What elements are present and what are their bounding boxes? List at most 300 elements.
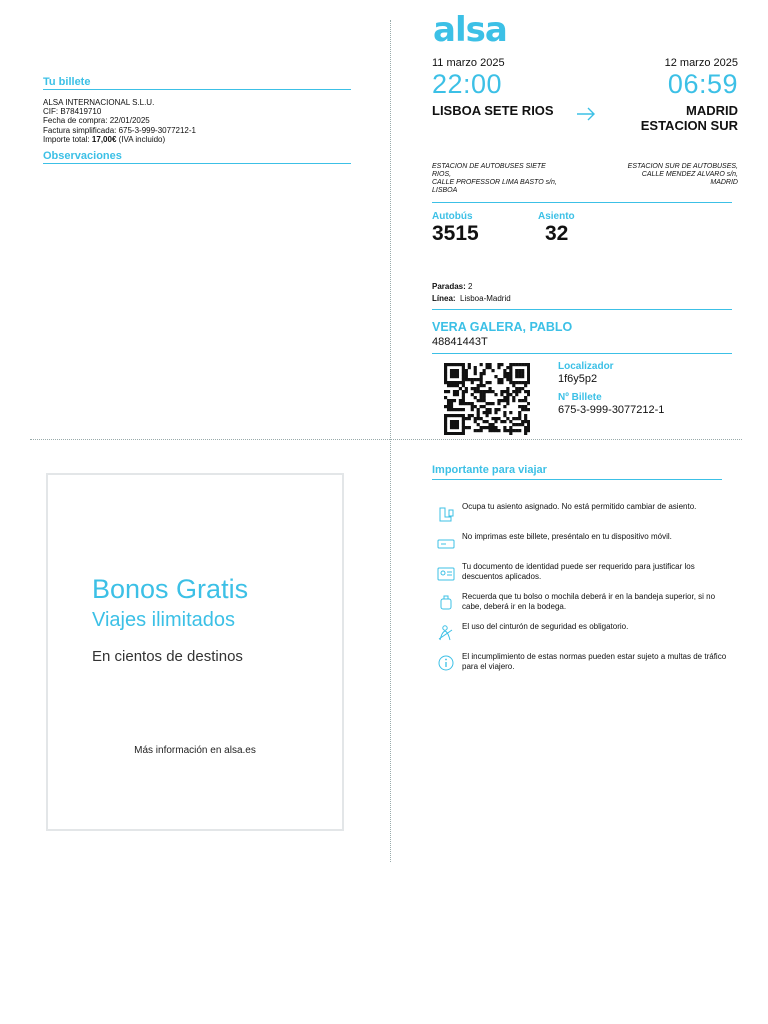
qr-module [521,420,524,423]
qr-module [483,426,486,429]
qr-module [471,414,474,417]
qr-module [474,420,477,423]
qr-module [506,372,509,375]
qr-module [450,399,453,402]
qr-module [497,366,500,369]
qr-module [527,429,530,432]
qr-module [453,393,456,396]
qr-module [483,405,486,408]
qr-module [450,420,453,423]
qr-module [483,372,486,375]
promo-more-info: Más información en alsa.es [134,745,256,756]
qr-module [450,414,453,417]
rule-text: El uso del cinturón de seguridad es obligatorio. [462,622,629,631]
qr-module [503,411,506,414]
qr-module [518,429,521,432]
qr-module [474,369,477,372]
qr-module [518,363,521,366]
qr-module [494,426,497,429]
id-card-icon [437,566,455,582]
qr-module [471,378,474,381]
qr-module [456,426,459,429]
qr-module [471,402,474,405]
qr-module [509,375,512,378]
stops-label: Paradas: [432,282,466,291]
qr-module [456,420,459,423]
qr-module [462,426,465,429]
qr-module [521,369,524,372]
qr-module [503,420,506,423]
qr-module [474,405,477,408]
qr-module [477,417,480,420]
qr-module [500,393,503,396]
qr-module [483,396,486,399]
qr-module [503,390,506,393]
qr-module [515,423,518,426]
qr-module [527,372,530,375]
qr-module [462,429,465,432]
qr-module [444,432,447,435]
route-line [432,294,511,303]
qr-module [444,405,447,408]
qr-module [488,429,491,432]
qr-module [450,375,453,378]
qr-module [453,432,456,435]
qr-module [506,378,509,381]
rule-text: El incumplimiento de estas normas pueden estar sujeto a multas de tráfico para el viajero. [462,652,727,671]
qr-module [527,402,530,405]
qr-module [488,426,491,429]
qr-module [483,390,486,393]
qr-module [462,420,465,423]
seatbelt-icon [437,624,455,642]
qr-module [521,372,524,375]
qr-module [512,390,515,393]
qr-module [447,408,450,411]
qr-module [459,402,462,405]
qr-module [480,405,483,408]
qr-module [503,369,506,372]
qr-module [471,387,474,390]
seat-number: 32 [545,222,569,245]
qr-module [459,399,462,402]
qr-module [512,423,515,426]
qr-module [477,408,480,411]
qr-module [497,399,500,402]
stops-value: 2 [465,282,473,291]
important-rule [432,479,722,480]
qr-module [453,375,456,378]
qr-module [515,393,518,396]
promo-tagline: En cientos de destinos [92,648,243,665]
qr-module [509,378,512,381]
qr-module [503,375,506,378]
horizontal-fold-line [30,439,742,440]
qr-module [488,390,491,393]
destination-address-line: ESTACION SUR DE AUTOBUSES, [627,163,738,170]
qr-module [477,423,480,426]
qr-module [503,399,506,402]
qr-module [450,423,453,426]
qr-module [486,402,489,405]
qr-module [456,423,459,426]
qr-module [524,396,527,399]
qr-module [456,369,459,372]
qr-module [444,429,447,432]
qr-module [491,417,494,420]
qr-module [465,378,468,381]
qr-module [486,411,489,414]
ticket-section-rule [43,89,351,90]
qr-module [524,405,527,408]
qr-module [512,384,515,387]
qr-module [453,423,456,426]
qr-module [518,390,521,393]
qr-module [447,414,450,417]
qr-module [480,381,483,384]
qr-module [521,408,524,411]
qr-module [456,432,459,435]
qr-module [524,426,527,429]
qr-module [450,369,453,372]
qr-module [480,378,483,381]
qr-module [468,378,471,381]
qr-module [450,432,453,435]
qr-module [518,372,521,375]
qr-module [447,384,450,387]
qr-module [480,390,483,393]
passenger-id: 48841443T [432,336,488,348]
qr-module [527,375,530,378]
qr-module [527,408,530,411]
qr-module [521,363,524,366]
qr-module [462,423,465,426]
qr-module [524,429,527,432]
qr-module [527,420,530,423]
qr-module [444,366,447,369]
qr-module [494,420,497,423]
qr-module [453,414,456,417]
qr-module [488,423,491,426]
qr-module [494,417,497,420]
qr-module [471,381,474,384]
qr-module [462,432,465,435]
qr-module [503,414,506,417]
qr-module [477,414,480,417]
qr-module [486,363,489,366]
qr-module [500,420,503,423]
qr-module [444,381,447,384]
qr-module [518,414,521,417]
qr-module [518,417,521,420]
qr-module [491,369,494,372]
locator-value: 1f6y5p2 [558,373,598,385]
qr-module [468,417,471,420]
qr-module [456,363,459,366]
qr-module [524,390,527,393]
qr-module [444,417,447,420]
qr-module [483,420,486,423]
qr-module [524,363,527,366]
qr-module [450,363,453,366]
qr-module [468,366,471,369]
qr-module [512,396,515,399]
qr-module [468,414,471,417]
qr-module [477,390,480,393]
important-title: Importante para viajar [432,464,547,476]
qr-module [506,390,509,393]
qr-module [471,393,474,396]
qr-module [497,378,500,381]
ticket-details [43,98,196,144]
qr-module [456,381,459,384]
qr-module [500,381,503,384]
qr-module [500,390,503,393]
qr-module [491,429,494,432]
qr-module [515,372,518,375]
qr-module [462,396,465,399]
qr-module [497,429,500,432]
qr-module [456,390,459,393]
departure-date: 11 marzo 2025 [432,57,505,69]
qr-module [503,405,506,408]
bus-label: Autobús [432,211,473,222]
qr-module [465,390,468,393]
ticket-number-label: Nº Billete [558,392,602,403]
qr-module [503,372,506,375]
qr-module [527,369,530,372]
qr-module [524,420,527,423]
qr-module [527,381,530,384]
qr-module [474,390,477,393]
qr-module [512,399,515,402]
qr-module [524,381,527,384]
qr-module [447,381,450,384]
qr-module [509,432,512,435]
passenger-rule [432,353,732,354]
qr-module [462,363,465,366]
qr-module [462,384,465,387]
qr-module [527,426,530,429]
qr-module [518,411,521,414]
qr-module [480,384,483,387]
qr-module [524,417,527,420]
bus-number: 3515 [432,222,479,245]
qr-module [486,426,489,429]
qr-module [515,387,518,390]
qr-module [450,381,453,384]
observations-rule [43,163,351,164]
qr-module [450,372,453,375]
luggage-icon [437,595,455,611]
qr-module [518,369,521,372]
qr-module [509,372,512,375]
qr-module [483,384,486,387]
qr-module [503,429,506,432]
qr-module [462,366,465,369]
qr-module [477,378,480,381]
route-rule [432,309,732,310]
qr-module [491,390,494,393]
origin-address-line: RIOS, [432,171,452,178]
qr-module [444,375,447,378]
qr-module [515,375,518,378]
qr-module [521,387,524,390]
qr-module [453,381,456,384]
qr-module [462,372,465,375]
total-prefix: Importe total: [43,134,92,144]
qr-module [506,429,509,432]
qr-module [453,384,456,387]
qr-module [444,378,447,381]
qr-module [462,390,465,393]
purchase-date: Fecha de compra: 22/01/2025 [43,116,150,126]
qr-module [515,369,518,372]
qr-module [491,426,494,429]
qr-module [459,381,462,384]
qr-module [509,363,512,366]
qr-module [477,384,480,387]
qr-module [456,375,459,378]
qr-module [474,372,477,375]
qr-module [518,375,521,378]
qr-module [471,405,474,408]
qr-module [518,423,521,426]
qr-module [497,402,500,405]
qr-module [491,402,494,405]
qr-module [480,393,483,396]
qr-module [465,387,468,390]
qr-module [477,387,480,390]
qr-module [453,426,456,429]
qr-module [527,390,530,393]
total-amount [43,135,196,144]
qr-module [483,393,486,396]
line-value: Lisboa-Madrid [455,294,511,303]
qr-module [480,363,483,366]
qr-module [450,408,453,411]
seat-icon [437,504,455,524]
qr-module [515,417,518,420]
qr-module [474,429,477,432]
qr-module [480,429,483,432]
qr-module [474,366,477,369]
qr-module [480,396,483,399]
qr-module [444,423,447,426]
qr-module [521,375,524,378]
qr-module [486,366,489,369]
qr-module [486,381,489,384]
qr-module [506,375,509,378]
qr-module [521,405,524,408]
qr-module [462,378,465,381]
qr-module [483,399,486,402]
qr-module [453,390,456,393]
arrival-date: 12 marzo 2025 [664,57,738,69]
qr-module [444,369,447,372]
ticket-section-title: Tu billete [43,76,91,88]
origin-address [432,163,557,195]
qr-module [509,420,512,423]
qr-module [444,426,447,429]
qr-module [509,381,512,384]
qr-module [494,429,497,432]
qr-module [506,387,509,390]
qr-module [518,381,521,384]
origin-address-line: CALLE PROFESSOR LIMA BASTO s/n, [432,179,557,186]
qr-module [488,402,491,405]
qr-module [486,420,489,423]
qr-module [459,363,462,366]
qr-module [459,408,462,411]
qr-module [527,363,530,366]
qr-module [447,405,450,408]
qr-module [494,393,497,396]
qr-module [462,369,465,372]
cif: CIF: B78419710 [43,107,102,117]
qr-code [444,363,530,435]
qr-module [486,390,489,393]
ticket-icon [437,536,455,552]
qr-module [453,369,456,372]
qr-module [503,396,506,399]
qr-module [486,414,489,417]
qr-module [456,408,459,411]
qr-module [447,402,450,405]
alsa-logo: alsa [433,10,507,50]
qr-module [527,378,530,381]
qr-module [512,417,515,420]
arrow-right-icon [576,107,596,121]
qr-module [488,381,491,384]
qr-module [518,387,521,390]
qr-module [500,363,503,366]
qr-module [509,411,512,414]
trip-rule [432,202,732,203]
qr-module [459,414,462,417]
departure-time: 22:00 [432,69,503,99]
qr-module [506,417,509,420]
destination-line-2: ESTACION SUR [640,118,738,133]
qr-module [488,387,491,390]
promo-subtitle: Viajes ilimitados [92,609,236,631]
qr-module [459,387,462,390]
total-suffix: (IVA incluido) [116,134,166,144]
stops [432,282,472,291]
qr-module [480,426,483,429]
qr-module [456,372,459,375]
total-value: 17,00€ [91,134,117,144]
qr-module [518,399,521,402]
qr-module [486,408,489,411]
qr-module [506,393,509,396]
qr-module [518,405,521,408]
qr-module [488,411,491,414]
qr-module [444,372,447,375]
ticket-number-value: 675-3-999-3077212-1 [558,404,665,416]
qr-module [483,411,486,414]
company-name: ALSA INTERNACIONAL S.L.U. [43,98,155,107]
qr-module [462,399,465,402]
qr-module [524,384,527,387]
qr-module [444,420,447,423]
qr-module [494,408,497,411]
qr-module [524,399,527,402]
qr-module [462,393,465,396]
qr-module [509,369,512,372]
rule-text: Tu documento de identidad puede ser requerido para justificar los descuentos aplicados. [462,562,695,581]
qr-module [480,417,483,420]
